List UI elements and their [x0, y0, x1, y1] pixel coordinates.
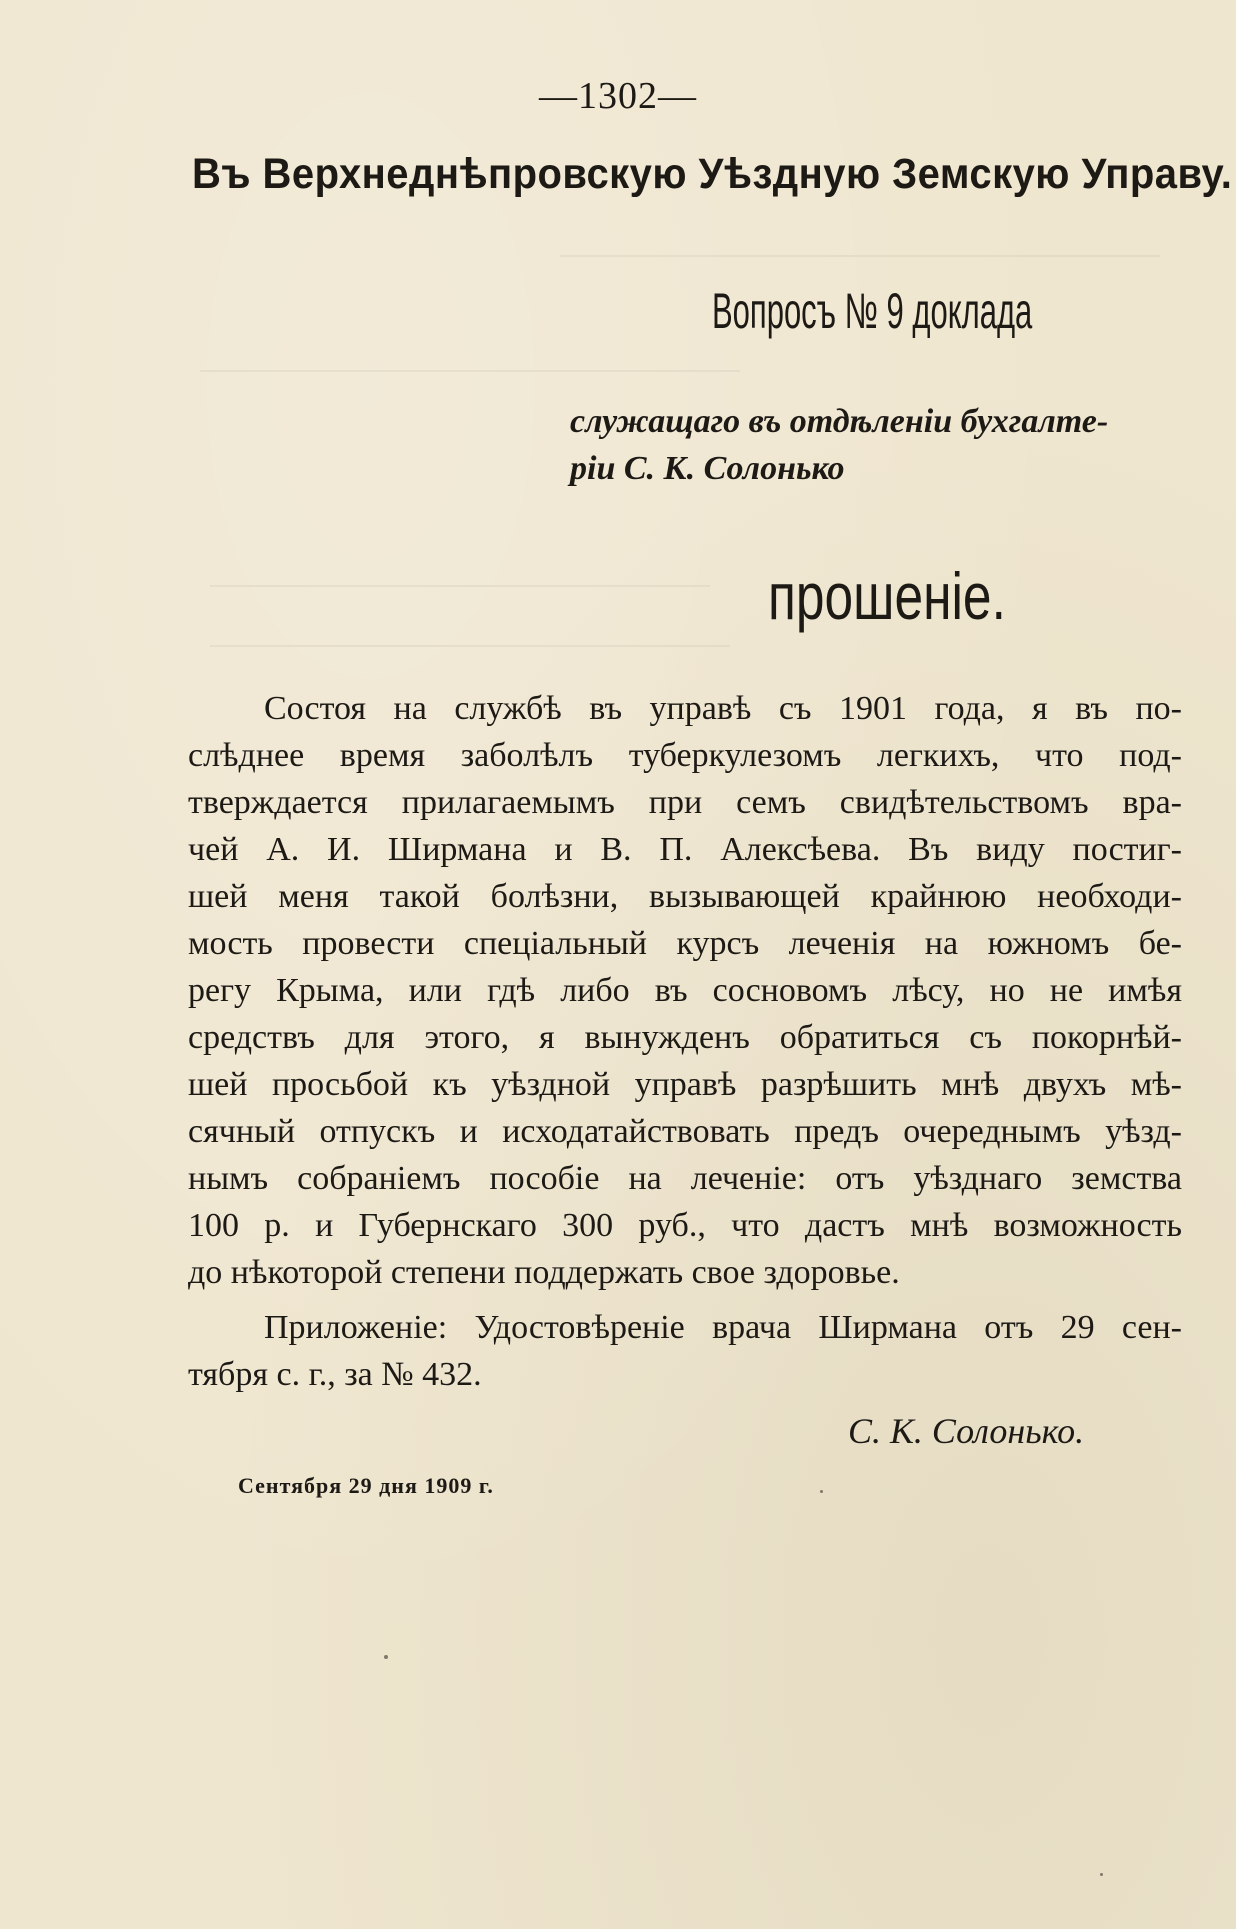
body-line: 100 р. и Губернскаго 300 руб., что дастъ мнѣ возможность — [188, 1207, 1182, 1244]
bleed-through-texture — [210, 605, 730, 647]
bleed-through-texture — [210, 545, 710, 587]
petition-body — [188, 685, 1182, 1296]
attachment-line: Приложеніе: Удостовѣреніе врача Ширмана отъ 29 сен- — [264, 1309, 1182, 1346]
addressee-heading: Въ Верхнеднѣпровскую Уѣздную Земскую Управу. — [192, 150, 1233, 198]
body-line: тверждается прилагаемымъ при семъ свидѣтельствомъ вра- — [188, 784, 1182, 821]
paper-speck — [1100, 1873, 1103, 1876]
body-line: нымъ собраніемъ пособіе на леченіе: отъ уѣзднаго земства — [188, 1160, 1182, 1197]
question-reference: Вопросъ № 9 доклада — [712, 283, 1033, 339]
employee-line: служащаго въ отдѣленіи бухгалте- — [570, 403, 1109, 440]
body-line: чей А. И. Ширмана и В. П. Алексѣева. Въ виду постиг- — [188, 831, 1182, 868]
body-line: сячный отпускъ и исходатайствовать предъ очереднымъ уѣзд- — [188, 1113, 1182, 1150]
bleed-through-texture — [200, 330, 740, 372]
petition-title: прошеніе. — [768, 559, 1006, 633]
body-line: шей просьбой къ уѣздной управѣ разрѣшить мнѣ двухъ мѣ- — [188, 1066, 1182, 1103]
body-line: регу Крыма, или гдѣ либо въ сосновомъ лѣсу, но не имѣя — [188, 972, 1182, 1009]
signature: С. К. Солонько. — [848, 1411, 1085, 1451]
page-number: —1302— — [539, 75, 697, 117]
attachment-line: тября с. г., за № 432. — [188, 1356, 482, 1393]
attachment-note — [188, 1304, 1182, 1398]
employee-line: ріи С. К. Солонько — [570, 450, 845, 487]
body-line: шей меня такой болѣзни, вызывающей крайнюю необходи- — [188, 878, 1182, 915]
body-line: средствъ для этого, я вынужденъ обратиться съ покорнѣй- — [188, 1019, 1182, 1056]
employee-description — [570, 398, 1108, 492]
body-line: до нѣкоторой степени поддержать свое здоровье. — [188, 1254, 900, 1291]
date-line: Сентября 29 дня 1909 г. — [238, 1473, 494, 1498]
body-line: слѣднее время заболѣлъ туберкулезомъ легкихъ, что под- — [188, 737, 1182, 774]
bleed-through-texture — [560, 215, 1160, 257]
paper-speck — [820, 1490, 823, 1493]
body-line: Состоя на службѣ въ управѣ съ 1901 года, я въ по- — [264, 690, 1182, 727]
body-line: мость провести спеціальный курсъ леченія на южномъ бе- — [188, 925, 1182, 962]
paper-speck — [384, 1655, 388, 1659]
